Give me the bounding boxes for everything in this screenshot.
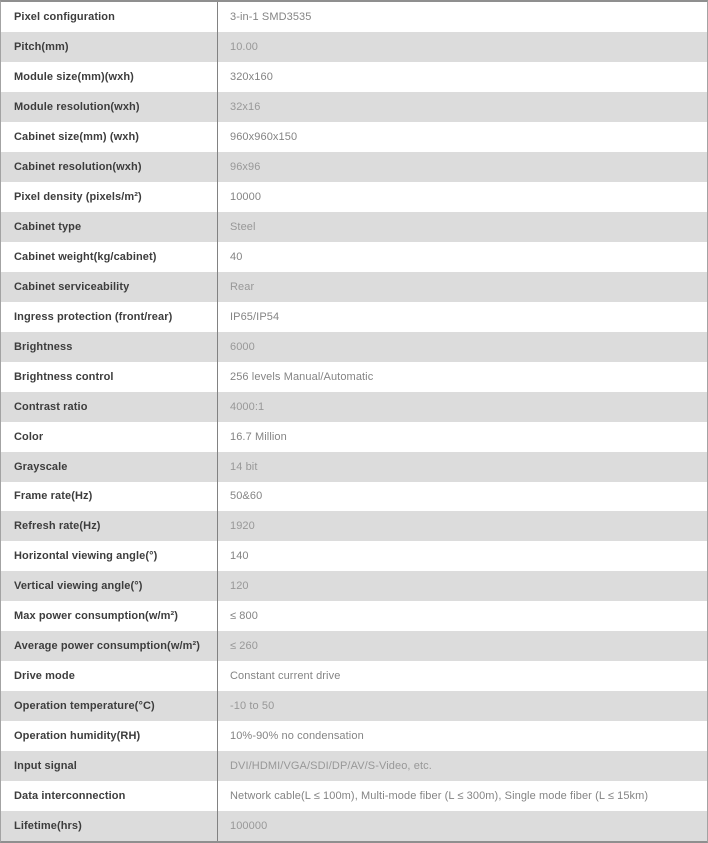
spec-value: 40	[230, 250, 243, 263]
spec-value: Steel	[230, 220, 256, 233]
spec-label: Contrast ratio	[1, 392, 218, 422]
spec-label: Cabinet type	[1, 212, 218, 242]
spec-row	[1, 691, 707, 721]
spec-label: Brightness	[1, 332, 218, 362]
spec-value: 10%-90% no condensation	[230, 730, 364, 743]
spec-row	[1, 272, 707, 302]
spec-value: DVI/HDMI/VGA/SDI/DP/AV/S-Video, etc.	[230, 760, 432, 773]
spec-label: Cabinet serviceability	[1, 272, 218, 302]
spec-row	[1, 541, 707, 571]
spec-value: 3-in-1 SMD3535	[230, 10, 312, 23]
spec-row	[1, 751, 707, 781]
spec-label: Vertical viewing angle(°)	[1, 571, 218, 601]
spec-label: Pixel configuration	[1, 2, 218, 32]
spec-value: 10000	[230, 190, 262, 203]
spec-value: 32x16	[230, 100, 261, 113]
spec-label: Cabinet resolution(wxh)	[1, 152, 218, 182]
spec-row	[1, 92, 707, 122]
spec-label: Input signal	[1, 751, 218, 781]
spec-row	[1, 332, 707, 362]
spec-value: 96x96	[230, 160, 261, 173]
spec-row	[1, 392, 707, 422]
spec-row	[1, 182, 707, 212]
spec-value: ≤ 260	[230, 640, 258, 653]
spec-value: Rear	[230, 280, 255, 293]
spec-row	[1, 302, 707, 332]
spec-value: 1920	[230, 520, 255, 533]
spec-value: 140	[230, 550, 249, 563]
spec-row	[1, 242, 707, 272]
spec-label: Max power consumption(w/m²)	[1, 601, 218, 631]
spec-label: Operation humidity(RH)	[1, 721, 218, 751]
spec-label: Drive mode	[1, 661, 218, 691]
spec-label: Cabinet size(mm) (wxh)	[1, 122, 218, 152]
spec-value: 6000	[230, 340, 255, 353]
spec-row	[1, 422, 707, 452]
spec-label: Brightness control	[1, 362, 218, 392]
spec-row	[1, 721, 707, 751]
spec-value: 50&60	[230, 490, 263, 503]
spec-value: -10 to 50	[230, 700, 275, 713]
spec-label: Frame rate(Hz)	[1, 482, 218, 512]
spec-label: Grayscale	[1, 452, 218, 482]
spec-value: 256 levels Manual/Automatic	[230, 370, 374, 383]
spec-label: Refresh rate(Hz)	[1, 511, 218, 541]
spec-row	[1, 631, 707, 661]
spec-value: Constant current drive	[230, 670, 341, 683]
spec-value: 320x160	[230, 70, 273, 83]
spec-label: Ingress protection (front/rear)	[1, 302, 218, 332]
spec-row	[1, 811, 707, 841]
spec-label: Pixel density (pixels/m²)	[1, 182, 218, 212]
spec-row	[1, 362, 707, 392]
spec-value: 16.7 Million	[230, 430, 287, 443]
spec-label: Data interconnection	[1, 781, 218, 811]
spec-label: Horizontal viewing angle(°)	[1, 541, 218, 571]
spec-label: Cabinet weight(kg/cabinet)	[1, 242, 218, 272]
spec-label: Module resolution(wxh)	[1, 92, 218, 122]
spec-row	[1, 32, 707, 62]
spec-value: 4000:1	[230, 400, 265, 413]
spec-row	[1, 511, 707, 541]
spec-label: Average power consumption(w/m²)	[1, 631, 218, 661]
spec-label: Lifetime(hrs)	[1, 811, 218, 841]
spec-row	[1, 212, 707, 242]
spec-row	[1, 452, 707, 482]
spec-value: 14 bit	[230, 460, 258, 473]
spec-value: Network cable(L ≤ 100m), Multi-mode fiber (L ≤ 300m), Single mode fiber (L ≤ 15km)	[230, 790, 649, 803]
spec-value: 10.00	[230, 40, 259, 53]
spec-row	[1, 152, 707, 182]
spec-label: Pitch(mm)	[1, 32, 218, 62]
spec-value: 960x960x150	[230, 130, 298, 143]
spec-value: ≤ 800	[230, 610, 258, 623]
spec-row	[1, 781, 707, 811]
spec-row	[1, 122, 707, 152]
spec-label: Module size(mm)(wxh)	[1, 62, 218, 92]
spec-row	[1, 2, 707, 32]
spec-label: Color	[1, 422, 218, 452]
spec-label: Operation temperature(°C)	[1, 691, 218, 721]
spec-row	[1, 601, 707, 631]
spec-row	[1, 482, 707, 512]
spec-value: 120	[230, 580, 249, 593]
spec-row	[1, 62, 707, 92]
spec-row	[1, 571, 707, 601]
spec-value: IP65/IP54	[230, 310, 280, 323]
spec-value: 100000	[230, 820, 268, 833]
spec-row	[1, 661, 707, 691]
